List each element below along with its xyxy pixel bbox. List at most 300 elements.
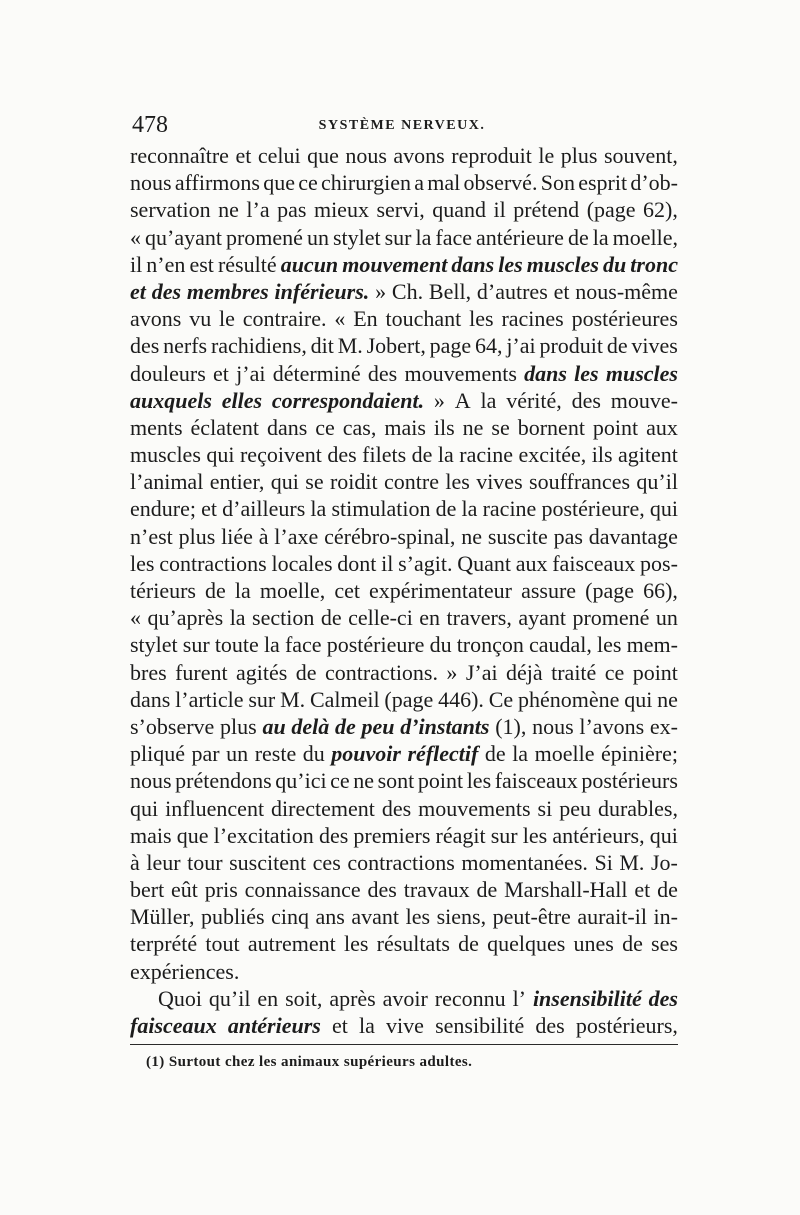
word: est	[189, 251, 214, 277]
word: bornent	[517, 414, 585, 440]
text-line	[130, 930, 678, 957]
text-line	[130, 795, 678, 822]
text-line	[130, 822, 678, 849]
word: expériences.	[130, 958, 240, 984]
emphasized-word: mouvement	[342, 251, 448, 277]
word: d’ailleurs	[222, 496, 306, 522]
word: produit	[539, 333, 604, 359]
word: de	[411, 442, 433, 468]
word: le	[538, 143, 555, 168]
word: qui	[649, 822, 678, 848]
word: reçoivent	[239, 442, 322, 468]
word: terprété	[130, 931, 198, 957]
text-line	[130, 958, 678, 985]
word: souffrances	[529, 469, 631, 495]
word: Si	[594, 849, 613, 875]
emphasized-word: au	[262, 713, 286, 739]
word: moelle,	[259, 578, 326, 603]
word: unes	[573, 931, 614, 957]
word: ex-	[649, 713, 678, 739]
word: travaux	[403, 877, 470, 903]
page-header	[132, 112, 672, 142]
word: caudal,	[529, 632, 592, 658]
emphasized-word: des	[151, 278, 182, 304]
word: un	[306, 224, 329, 250]
word: Jobert,	[366, 333, 426, 359]
word: faisceaux	[552, 550, 636, 576]
word: tour	[187, 849, 223, 875]
word: résultats	[376, 931, 450, 957]
word: durables,	[597, 795, 678, 821]
word: face	[284, 632, 322, 658]
word: les	[597, 632, 622, 658]
emphasized-word: aucun	[280, 251, 339, 277]
word: de	[622, 931, 643, 957]
word: celui	[257, 143, 301, 168]
word: rachidiens,	[210, 333, 307, 359]
word: les	[130, 550, 155, 576]
word: de	[205, 578, 226, 603]
word: cinq	[271, 904, 310, 930]
word: avant	[351, 904, 400, 930]
word: les	[445, 469, 470, 495]
word: n’en	[146, 251, 186, 277]
word: prétendons	[175, 768, 272, 794]
word: l’avons	[579, 713, 645, 739]
word: reproduit	[451, 143, 532, 168]
word: et	[201, 496, 218, 522]
text-line	[130, 305, 678, 332]
emphasized-word: faisceaux	[130, 1013, 217, 1038]
word: Jo-	[651, 849, 678, 875]
word: du	[302, 741, 325, 767]
word: nous	[130, 768, 172, 794]
word: qu’il	[636, 469, 678, 495]
word: Calmeil	[309, 686, 380, 712]
word: «	[130, 605, 141, 631]
word: directement	[271, 795, 375, 821]
word: épinière;	[601, 741, 678, 767]
text-line	[130, 876, 678, 903]
word: Son	[540, 170, 575, 196]
word: sur	[182, 632, 210, 658]
word: de	[567, 224, 589, 250]
text-line	[130, 985, 678, 1012]
word: qui	[130, 795, 159, 821]
emphasized-word: antérieurs	[227, 1013, 321, 1038]
word: esprit	[578, 170, 628, 196]
word: roidit	[329, 469, 378, 495]
text-line	[130, 577, 678, 604]
word: postérieures	[571, 306, 678, 332]
text-line	[130, 631, 678, 658]
word: 64,	[475, 333, 503, 359]
word: faisceaux	[494, 768, 578, 794]
word: touchant	[385, 306, 462, 332]
emphasized-word: les	[498, 251, 523, 277]
word: (page	[384, 686, 434, 712]
word: avons	[393, 143, 445, 168]
word: bres	[130, 659, 167, 685]
word: à	[130, 849, 140, 875]
word: la	[234, 578, 251, 603]
word: face	[435, 224, 473, 250]
word: les	[469, 306, 494, 332]
text-line	[130, 468, 678, 495]
word: plus	[220, 713, 257, 739]
word: moelle,	[612, 224, 678, 250]
word: qu’ayant	[145, 224, 222, 250]
word: en	[419, 605, 441, 631]
text-line	[130, 251, 678, 278]
emphasized-word: muscles	[605, 360, 678, 386]
word: que	[263, 170, 295, 196]
word: siens,	[436, 904, 487, 930]
word: leur	[146, 849, 181, 875]
word: stylet	[332, 224, 381, 250]
word: des	[367, 877, 397, 903]
emphasized-word: delà	[291, 713, 330, 739]
emphasized-word: insensibilité	[532, 985, 642, 1011]
word: de	[435, 496, 457, 522]
word: (page	[586, 197, 636, 223]
word: vives	[631, 333, 678, 359]
word: autrement	[247, 931, 336, 957]
word: cérébro-spinal,	[324, 523, 456, 549]
word: de	[320, 605, 342, 631]
word: moelle	[534, 741, 595, 767]
emphasized-word: des	[648, 985, 678, 1011]
word: Quant	[457, 550, 511, 576]
word: ayant	[518, 605, 566, 631]
word: dont	[337, 550, 377, 576]
word: des	[535, 1013, 565, 1038]
word: mais	[130, 822, 172, 848]
text-line	[130, 713, 678, 740]
emphasized-word: de	[335, 713, 356, 739]
word: et	[235, 143, 252, 168]
word: ne	[461, 523, 483, 549]
word: quand	[432, 197, 486, 223]
word: celle-ci	[348, 605, 413, 631]
word: qu’ici	[275, 768, 327, 794]
word: la	[359, 1013, 375, 1038]
word: sensibilité	[435, 1013, 525, 1038]
word: Ce	[488, 686, 514, 712]
word: ils	[591, 442, 613, 468]
word: l’excitation	[213, 822, 314, 848]
text-line	[130, 441, 678, 468]
word: contre	[384, 469, 439, 495]
word: mieux	[313, 197, 369, 223]
word: pas	[553, 523, 583, 549]
word: les	[343, 931, 369, 957]
word: agitent	[618, 442, 678, 468]
word: le	[219, 306, 235, 332]
word: J’ai	[465, 659, 498, 685]
word: pos-	[640, 550, 678, 576]
word: Marshall-Hall	[504, 877, 628, 903]
word: vu	[189, 306, 212, 332]
word: 446).	[438, 686, 484, 712]
word: de	[657, 877, 678, 903]
word: suscite	[487, 523, 548, 549]
running-head: SYSTÈME NERVEUX.	[318, 118, 486, 133]
word: dit	[310, 333, 334, 359]
word: stimulation	[331, 496, 431, 522]
word: »	[375, 278, 387, 304]
word: ce	[298, 170, 318, 196]
word: reste	[254, 741, 297, 767]
word: promené	[225, 224, 303, 250]
word: connaissance	[244, 877, 361, 903]
word: En	[353, 306, 378, 332]
word: «	[334, 306, 346, 332]
word: éclatent	[190, 414, 259, 440]
word: un	[655, 605, 678, 631]
word: dans	[130, 686, 171, 712]
word: davantage	[588, 523, 678, 549]
word: n’est	[130, 523, 173, 549]
word: la	[415, 224, 432, 250]
emphasized-word: membres	[186, 278, 269, 304]
word: contraire.	[242, 306, 327, 332]
word: avoir	[382, 985, 428, 1011]
word: racines	[501, 306, 564, 332]
word: Ch.	[391, 278, 424, 304]
word: «	[130, 224, 141, 250]
word: les	[466, 768, 492, 794]
word: les	[522, 822, 548, 848]
word: nous	[130, 170, 172, 196]
word: mem-	[626, 632, 678, 658]
word: ne	[462, 414, 484, 440]
word: l’animal	[130, 469, 204, 495]
word: ans	[315, 904, 345, 930]
word: ne	[218, 197, 239, 223]
word: postérieurs	[581, 768, 678, 794]
word: aux	[515, 550, 548, 576]
word: si	[537, 795, 553, 821]
word: racine	[459, 442, 513, 468]
word: se	[491, 414, 510, 440]
word: de	[458, 931, 479, 957]
word: de	[295, 659, 317, 685]
word: après	[329, 985, 376, 1011]
word: douleurs	[130, 360, 206, 386]
word: reconnu	[434, 985, 506, 1011]
word: déterminé	[272, 360, 361, 386]
word: entier,	[209, 469, 265, 495]
word: toute	[214, 632, 259, 658]
word: des	[571, 387, 601, 413]
word: racine	[482, 496, 537, 522]
text-line	[130, 169, 678, 196]
word: nous	[532, 713, 574, 739]
emphasized-word: muscles	[526, 251, 599, 277]
word: ce	[315, 414, 335, 440]
word: postérieure,	[541, 496, 645, 522]
word: promené	[572, 605, 650, 631]
word: observé.	[463, 170, 538, 196]
word: furent	[175, 659, 228, 685]
word: M.	[337, 333, 363, 359]
emphasized-word: peu	[361, 713, 395, 739]
word: pris	[204, 877, 238, 903]
word: locales	[271, 550, 333, 576]
word: qu’après	[147, 605, 224, 631]
word: résulté	[217, 251, 277, 277]
word: aux	[646, 414, 678, 440]
word: expérimentateur	[369, 578, 512, 603]
word: peut-être	[492, 904, 571, 930]
word: »	[446, 659, 458, 685]
emphasized-word: dans	[524, 360, 567, 386]
text-line	[130, 849, 678, 876]
word: l’article	[175, 686, 244, 712]
word: point	[417, 768, 464, 794]
text-line	[130, 360, 678, 387]
word: publiés	[201, 904, 265, 930]
word: suscitent	[229, 849, 307, 875]
word: point	[592, 414, 639, 440]
word: dans	[266, 414, 308, 440]
text-line	[130, 142, 678, 169]
word: qui	[270, 469, 299, 495]
word: et	[634, 877, 651, 903]
word: M.	[619, 849, 645, 875]
text-line	[130, 387, 678, 414]
word: des	[130, 333, 160, 359]
text-line	[130, 659, 678, 686]
word: chirurgien	[321, 170, 412, 196]
word: d’ob-	[630, 170, 678, 196]
text-line	[130, 224, 678, 251]
word: stylet	[130, 632, 178, 658]
word: mais	[384, 414, 426, 440]
text-line	[130, 686, 678, 713]
text-line	[130, 604, 678, 631]
word: soit,	[285, 985, 323, 1011]
word: aurait-il	[577, 904, 647, 930]
word: il	[493, 197, 506, 223]
word: peu	[559, 795, 591, 821]
word: la	[437, 442, 454, 468]
word: avons	[130, 306, 182, 332]
word: mouve-	[610, 387, 678, 413]
emphasized-word: correspondaient.	[271, 387, 425, 413]
word: de	[484, 741, 506, 767]
word: traité	[551, 659, 597, 685]
text-line	[130, 278, 678, 305]
word: prétend	[513, 197, 580, 223]
word: sur	[248, 686, 276, 712]
word: plus	[560, 143, 598, 168]
word: contractions	[347, 849, 455, 875]
word: cet	[334, 578, 360, 603]
text-line	[130, 767, 678, 794]
word: Müller,	[130, 904, 195, 930]
emphasized-word: réflectif	[407, 741, 479, 767]
word: bert	[130, 877, 165, 903]
word: in-	[653, 904, 678, 930]
word: s’agit.	[398, 550, 453, 576]
word: les	[405, 904, 431, 930]
word: que	[176, 822, 209, 848]
word: la	[461, 496, 478, 522]
text-line	[130, 740, 678, 767]
word: en	[257, 985, 279, 1011]
word: de	[606, 333, 628, 359]
word: 66),	[643, 578, 678, 603]
word: la	[229, 605, 246, 631]
word: sur	[490, 822, 518, 848]
word: assure	[521, 578, 577, 603]
emphasized-word: les	[574, 360, 599, 386]
text-line	[130, 1012, 678, 1039]
word: la	[512, 741, 529, 767]
emphasized-word: auxquels	[130, 387, 212, 413]
word: excitée,	[518, 442, 587, 468]
text-line	[130, 196, 678, 223]
word: (1),	[495, 713, 527, 739]
word: phénomène	[517, 686, 620, 712]
word: et	[213, 360, 229, 386]
word: la	[592, 224, 609, 250]
word: des	[327, 442, 357, 468]
word: et	[553, 278, 570, 304]
word: liée	[221, 523, 253, 549]
word: se	[305, 469, 324, 495]
word: à	[258, 523, 269, 549]
word: ce	[604, 659, 625, 685]
word: Bell,	[428, 278, 472, 304]
word: la	[263, 632, 280, 658]
word: sur	[384, 224, 412, 250]
word: plus	[178, 523, 216, 549]
word: affirmons	[174, 170, 260, 196]
emphasized-word: pouvoir	[331, 741, 401, 767]
word: tout	[205, 931, 240, 957]
footnote: (1) Surtout chez les animaux supérieurs adultes.	[146, 1054, 473, 1070]
word: muscles	[130, 442, 201, 468]
word: 62),	[643, 197, 678, 223]
word: et	[331, 1013, 348, 1038]
page-number: 478	[132, 112, 168, 138]
word: tronçon	[456, 632, 524, 658]
text-line	[130, 550, 678, 577]
word: mal	[427, 170, 461, 196]
word: ce	[330, 768, 350, 794]
word: vive	[386, 1013, 424, 1038]
emphasized-word: dans	[451, 251, 495, 277]
word: mouvements	[404, 360, 517, 386]
word: M.	[280, 686, 306, 712]
word: nerfs	[163, 333, 208, 359]
word: filets	[362, 442, 407, 468]
word: point	[632, 659, 678, 685]
word: l’a	[246, 197, 270, 223]
word: influencent	[165, 795, 265, 821]
word: la	[310, 496, 327, 522]
word: page	[429, 333, 472, 359]
text-line	[130, 332, 678, 359]
word: qui	[649, 496, 678, 522]
word: postérieure	[326, 632, 425, 658]
body-text	[130, 142, 678, 1039]
word: pas	[277, 197, 307, 223]
word: momentanées.	[461, 849, 588, 875]
